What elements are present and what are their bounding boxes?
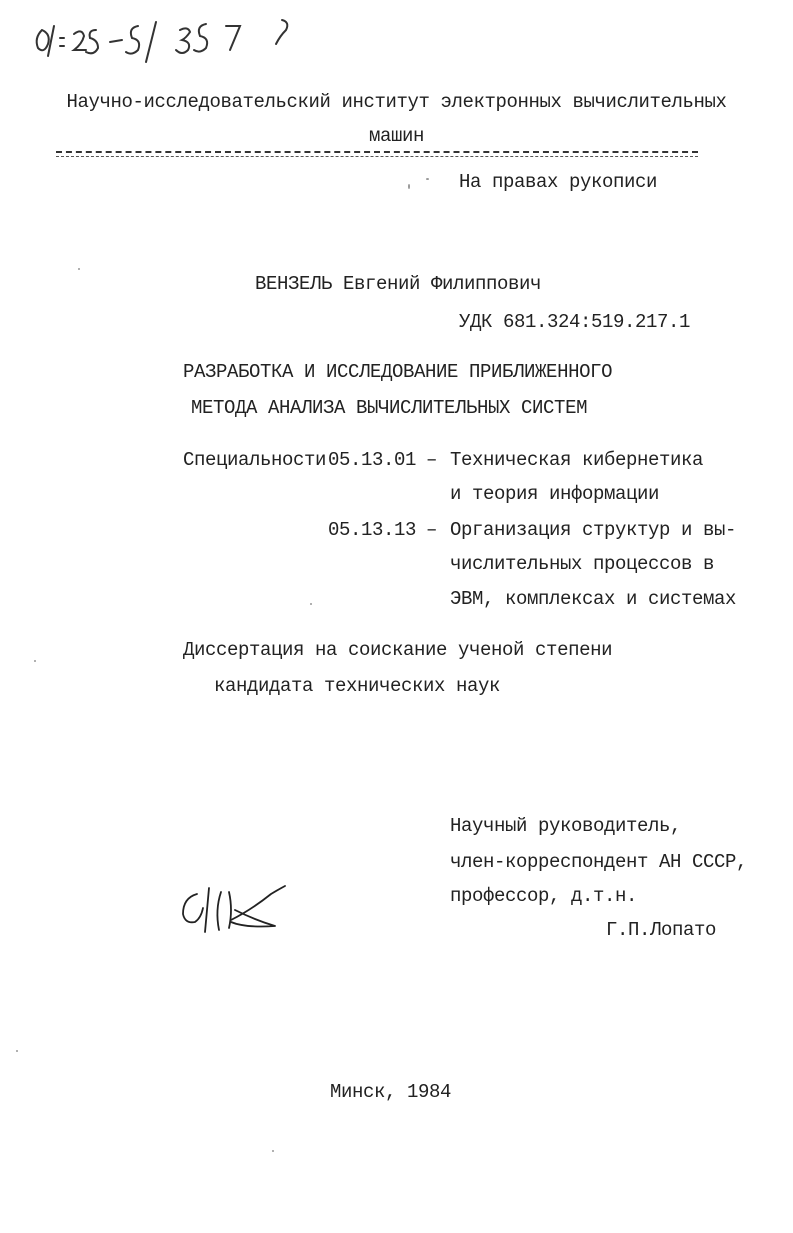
place-year: Минск, 1984 <box>330 1081 452 1103</box>
specialty-1-line-1: Техническая кибернетика <box>450 449 704 471</box>
degree-line-2: кандидата технических наук <box>214 675 501 697</box>
header-divider-secondary <box>56 156 698 157</box>
specialty-dash-1: – <box>426 449 438 471</box>
specialty-2-line-1: Организация структур и вы- <box>450 519 737 541</box>
specialty-dash-2: – <box>426 519 438 541</box>
institute-line-2: машин <box>368 125 424 147</box>
scan-speck <box>426 178 429 180</box>
scan-speck <box>310 603 312 605</box>
specialty-2-line-3: ЭВМ, комплексах и системах <box>450 588 737 610</box>
title-line-1: РАЗРАБОТКА И ИССЛЕДОВАНИЕ ПРИБЛИЖЕННОГО <box>183 361 613 383</box>
manuscript-note: На правах рукописи <box>459 171 658 193</box>
scan-speck <box>16 1050 18 1052</box>
scan-speck <box>34 660 36 662</box>
scan-speck <box>408 184 410 189</box>
header-divider <box>56 151 698 153</box>
supervisor-line-1: Научный руководитель, <box>450 815 682 837</box>
title-line-2: МЕТОДА АНАЛИЗА ВЫЧИСЛИТЕЛЬНЫХ СИСТЕМ <box>191 397 588 419</box>
udc-code: УДК 681.324:519.217.1 <box>459 311 691 333</box>
author-signature <box>175 880 305 940</box>
specialty-code-2: 05.13.13 <box>328 519 417 541</box>
supervisor-line-3: профессор, д.т.н. <box>450 885 638 907</box>
specialties-label: Специальности <box>183 449 327 471</box>
degree-line-1: Диссертация на соискание ученой степени <box>183 639 613 661</box>
specialty-2-line-2: числительных процессов в <box>450 553 715 575</box>
specialty-1-line-2: и теория информации <box>450 483 660 505</box>
supervisor-name: Г.П.Лопато <box>606 919 717 941</box>
institute-line-1: Научно-исследовательский институт электронных вычислительных <box>66 91 727 113</box>
supervisor-line-2: член-корреспондент АН СССР, <box>450 851 748 873</box>
scan-speck <box>78 268 80 270</box>
handwritten-archive-code <box>30 8 320 70</box>
author-name: ВЕНЗЕЛЬ Евгений Филиппович <box>255 273 542 295</box>
specialty-code-1: 05.13.01 <box>328 449 417 471</box>
scan-speck <box>272 1150 274 1152</box>
